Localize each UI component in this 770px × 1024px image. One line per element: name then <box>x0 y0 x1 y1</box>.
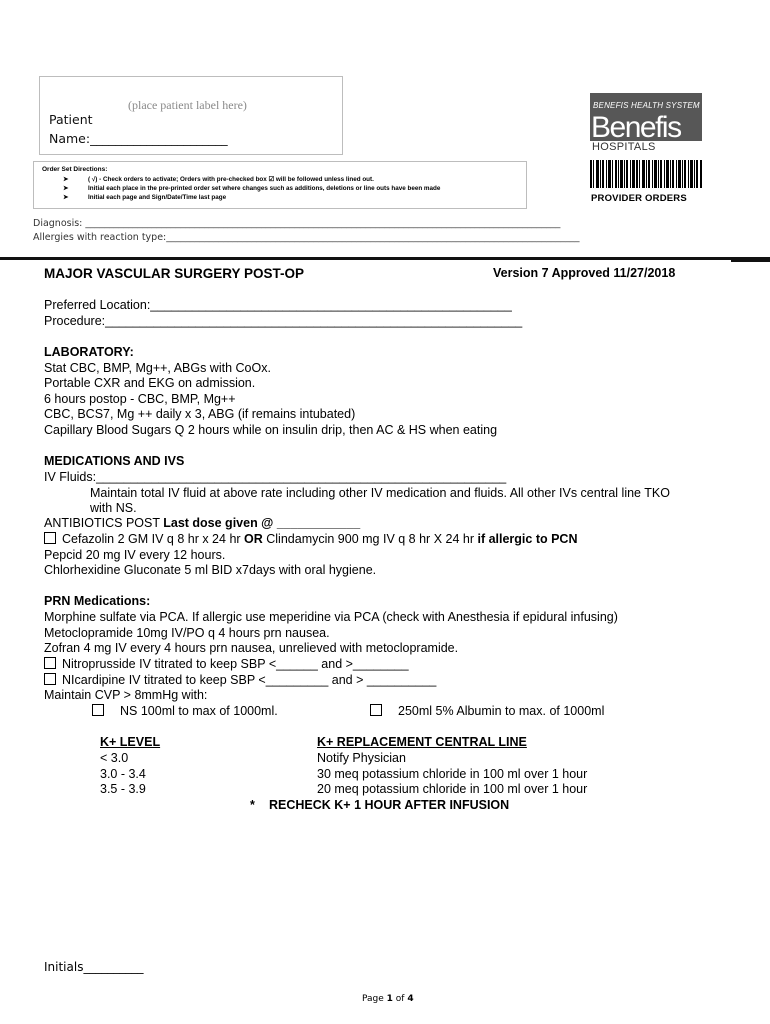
prn-order: Morphine sulfate via PCA. If allergic use meperidine via PCA (check with Anesthesia if epidural infusing) <box>44 610 618 624</box>
checkbox[interactable] <box>44 657 56 669</box>
checkbox[interactable] <box>92 704 104 716</box>
barcode-icon <box>590 160 702 188</box>
header-divider <box>0 257 770 260</box>
lab-order: Capillary Blood Sugars Q 2 hours while on insulin drip, then AC & HS when eating <box>44 423 498 437</box>
patient-name-field[interactable]: Name:______________________ <box>49 131 228 146</box>
k-level-cell: < 3.0 <box>100 751 129 765</box>
k-replacement-cell: 20 meq potassium chloride in 100 ml over 1 hour <box>317 782 588 796</box>
nitroprusside-order[interactable]: Nitroprusside IV titrated to keep SBP <______ and >________ <box>44 657 409 671</box>
prn-order: Zofran 4 mg IV every 4 hours prn nausea, unrelieved with metoclopramide. <box>44 641 459 655</box>
lab-order: CBC, BCS7, Mg ++ daily x 3, ABG (if remains intubated) <box>44 407 356 421</box>
arrow-bullet-icon: ➤ <box>63 176 69 183</box>
k-replacement-cell: Notify Physician <box>317 751 406 765</box>
nicardipine-order[interactable]: NIcardipine IV titrated to keep SBP <_________ and > __________ <box>44 673 436 687</box>
allergies-field[interactable]: Allergies with reaction type:_______________________________________________________________________________________ <box>33 232 580 243</box>
k-replacement-header: K+ REPLACEMENT CENTRAL LINE <box>317 735 527 749</box>
lab-order: Portable CXR and EKG on admission. <box>44 376 256 390</box>
page-number: Page 1 of 4 <box>362 994 414 1004</box>
logo-system-text: BENEFIS HEALTH SYSTEM <box>593 101 700 110</box>
medications-heading: MEDICATIONS AND IVS <box>44 454 185 468</box>
arrow-bullet-icon: ➤ <box>63 194 69 201</box>
k-level-header: K+ LEVEL <box>100 735 161 749</box>
antibiotic-order[interactable]: Cefazolin 2 GM IV q 8 hr x 24 hr OR Clindamycin 900 mg IV q 8 hr X 24 hr if allergic to PCN <box>44 532 578 546</box>
albumin-option[interactable]: 250ml 5% Albumin to max. of 1000ml <box>370 704 604 718</box>
checkbox[interactable] <box>44 532 56 544</box>
order-set-title: MAJOR VASCULAR SURGERY POST-OP <box>44 266 305 281</box>
iv-maintain-text-cont: with NS. <box>90 501 137 515</box>
checkbox[interactable] <box>370 704 382 716</box>
arrow-bullet-icon: ➤ <box>63 185 69 192</box>
directions-item: ➤ Initial each place in the pre-printed order set where changes such as additions, deletions or line outs have been made <box>63 185 441 192</box>
provider-orders-title: PROVIDER ORDERS <box>591 193 687 204</box>
laboratory-heading: LABORATORY: <box>44 345 134 359</box>
diagnosis-field[interactable]: Diagnosis: ____________________________________________________________________________________________________ <box>33 218 561 229</box>
directions-title: Order Set Directions: <box>42 166 108 173</box>
iv-fluids-field[interactable]: IV Fluids:___________________________________________________________ <box>44 470 507 484</box>
antibiotics-line: ANTIBIOTICS POST Last dose given @ ____________ <box>44 516 361 530</box>
directions-item: ➤ ( √) - Check orders to activate; Orders with pre-checked box ☑ will be followed unless lined out. <box>63 176 374 183</box>
prn-heading: PRN Medications: <box>44 594 151 608</box>
order-set-version: Version 7 Approved 11/27/2018 <box>493 266 676 280</box>
header-divider-edge <box>731 259 770 262</box>
iv-maintain-text: Maintain total IV fluid at above rate including other IV medication and fluids. All other IVs central line TKO <box>90 486 670 500</box>
recheck-note: RECHECK K+ 1 HOUR AFTER INFUSION <box>269 798 510 812</box>
lab-order: 6 hours postop - CBC, BMP, Mg++ <box>44 392 236 406</box>
recheck-asterisk: * <box>250 798 255 812</box>
prn-order: Metoclopramide 10mg IV/PO q 4 hours prn nausea. <box>44 626 330 640</box>
pepcid-order: Pepcid 20 mg IV every 12 hours. <box>44 548 226 562</box>
chlorhexidine-order: Chlorhexidine Gluconate 5 ml BID x7days with oral hygiene. <box>44 563 377 577</box>
k-level-cell: 3.0 - 3.4 <box>100 767 146 781</box>
directions-item: ➤ Initial each page and Sign/Date/Time last page <box>63 194 227 201</box>
patient-label: Patient <box>49 112 93 127</box>
preferred-location-field[interactable]: Preferred Location:____________________________________________________ <box>44 298 512 312</box>
checkbox[interactable] <box>44 673 56 685</box>
lab-order: Stat CBC, BMP, Mg++, ABGs with CoOx. <box>44 361 271 375</box>
ns-option[interactable]: NS 100ml to max of 1000ml. <box>92 704 278 718</box>
cvp-order: Maintain CVP > 8mmHg with: <box>44 688 208 702</box>
procedure-field[interactable]: Procedure:____________________________________________________________ <box>44 314 523 328</box>
patient-label-hint: (place patient label here) <box>128 98 247 112</box>
initials-field[interactable]: Initials__________ <box>44 960 144 974</box>
last-dose-field[interactable]: Last dose given @ ____________ <box>163 516 361 530</box>
k-replacement-cell: 30 meq potassium chloride in 100 ml over 1 hour <box>317 767 588 781</box>
logo-wordmark: Benefis <box>591 111 681 144</box>
k-level-cell: 3.5 - 3.9 <box>100 782 146 796</box>
logo-hospitals-text: HOSPITALS <box>592 141 656 153</box>
